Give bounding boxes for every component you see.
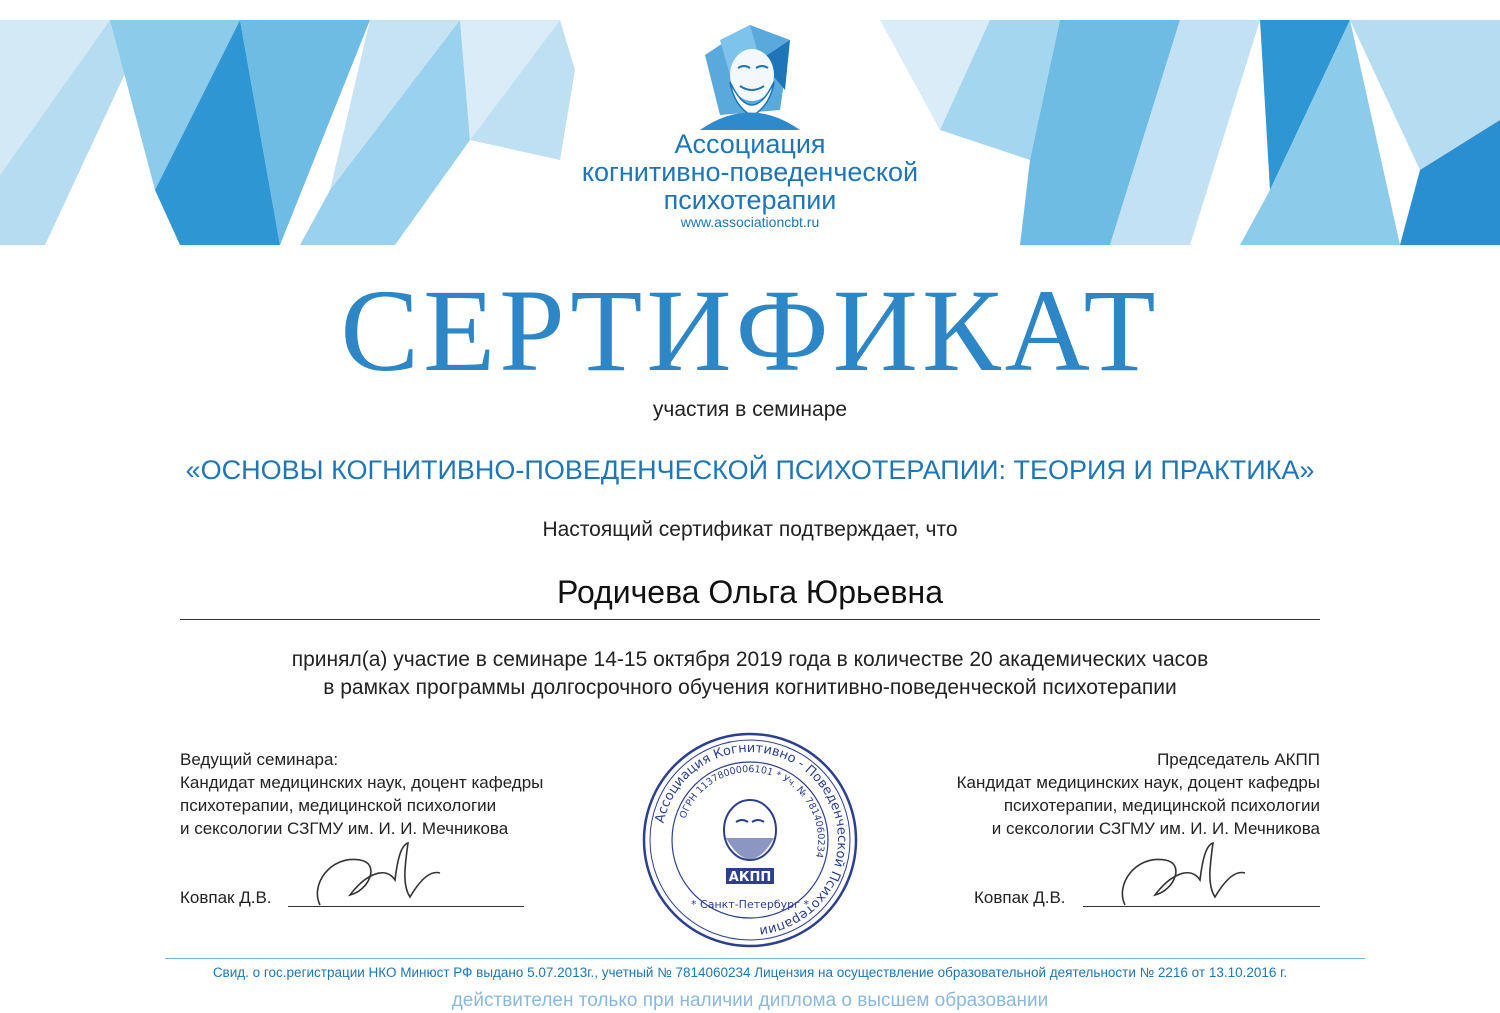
name-underline	[180, 619, 1320, 620]
confirmation-text: Настоящий сертификат подтверждает, что	[542, 518, 958, 541]
right-signatory-title3: и сексологии СЗГМУ им. И. И. Мечникова	[991, 819, 1320, 838]
left-signatory-name: Ковпак Д.В.	[180, 888, 272, 907]
org-website-link[interactable]: www.associationcbt.ru	[680, 214, 820, 230]
stamp-inner-text: ОГРН 1137800006101 * Уч. № 7814060234	[677, 763, 827, 860]
stamp-abbreviation: АКПП	[728, 870, 772, 885]
recipient-name: Родичева Ольга Юрьевна	[557, 574, 943, 610]
left-signature	[290, 835, 490, 915]
footer-registration-text: Свид. о гос.регистрации НКО Минюст РФ выдано 5.07.2013г., учетный № 7814060234 Лицензия на осуществление образовательной деятельности № 2216 от 13.10.2016 г.	[212, 965, 1288, 980]
org-name-line1: Ассоциация	[674, 129, 826, 159]
right-signatory-title2: психотерапии, медицинской психологии	[1003, 796, 1320, 815]
right-signature	[1095, 835, 1295, 915]
org-name-line2: когнитивно-поведенческой	[581, 157, 919, 187]
certificate-subtitle: участия в семинаре	[652, 398, 848, 421]
footer-validity-note: действителен только при наличии диплома о высшем образовании	[451, 990, 1049, 1011]
right-signatory-name: Ковпак Д.В.	[974, 888, 1066, 907]
seminar-title: «ОСНОВЫ КОГНИТИВНО-ПОВЕДЕНЧЕСКОЙ ПСИХОТЕРАПИИ: ТЕОРИЯ И ПРАКТИКА»	[185, 455, 1315, 485]
description-line1: принял(а) участие в семинаре 14-15 октября 2019 года в количестве 20 академических часов	[291, 648, 1209, 671]
left-signatory-title3: и сексологии СЗГМУ им. И. И. Мечникова	[180, 819, 509, 838]
stamp-portrait-icon	[724, 800, 776, 860]
left-signatory-role: Ведущий семинара:	[180, 750, 339, 769]
org-name-line3: психотерапии	[663, 185, 837, 215]
right-signatory-block	[880, 748, 1320, 840]
right-signatory-title1: Кандидат медицинских наук, доцент кафедры	[956, 773, 1320, 792]
left-signatory-title2: психотерапии, медицинской психологии	[180, 796, 497, 815]
portrait-logo-icon	[660, 20, 840, 130]
certificate-title: СЕРТИФИКАТ	[340, 265, 1160, 396]
organization-stamp	[640, 730, 860, 950]
footer-divider	[165, 958, 1365, 959]
left-signatory-title1: Кандидат медицинских наук, доцент кафедры	[180, 773, 544, 792]
stamp-city: * Санкт-Петербург *	[691, 898, 809, 911]
right-signatory-role: Председатель АКПП	[1157, 750, 1320, 769]
left-signatory-block	[180, 748, 620, 840]
description-line2: в рамках программы долгосрочного обучения когнитивно-поведенческой психотерапии	[323, 676, 1177, 699]
stamp-outer-text: Ассоциация Когнитивно - Поведенческой Психотерапии	[652, 740, 850, 939]
